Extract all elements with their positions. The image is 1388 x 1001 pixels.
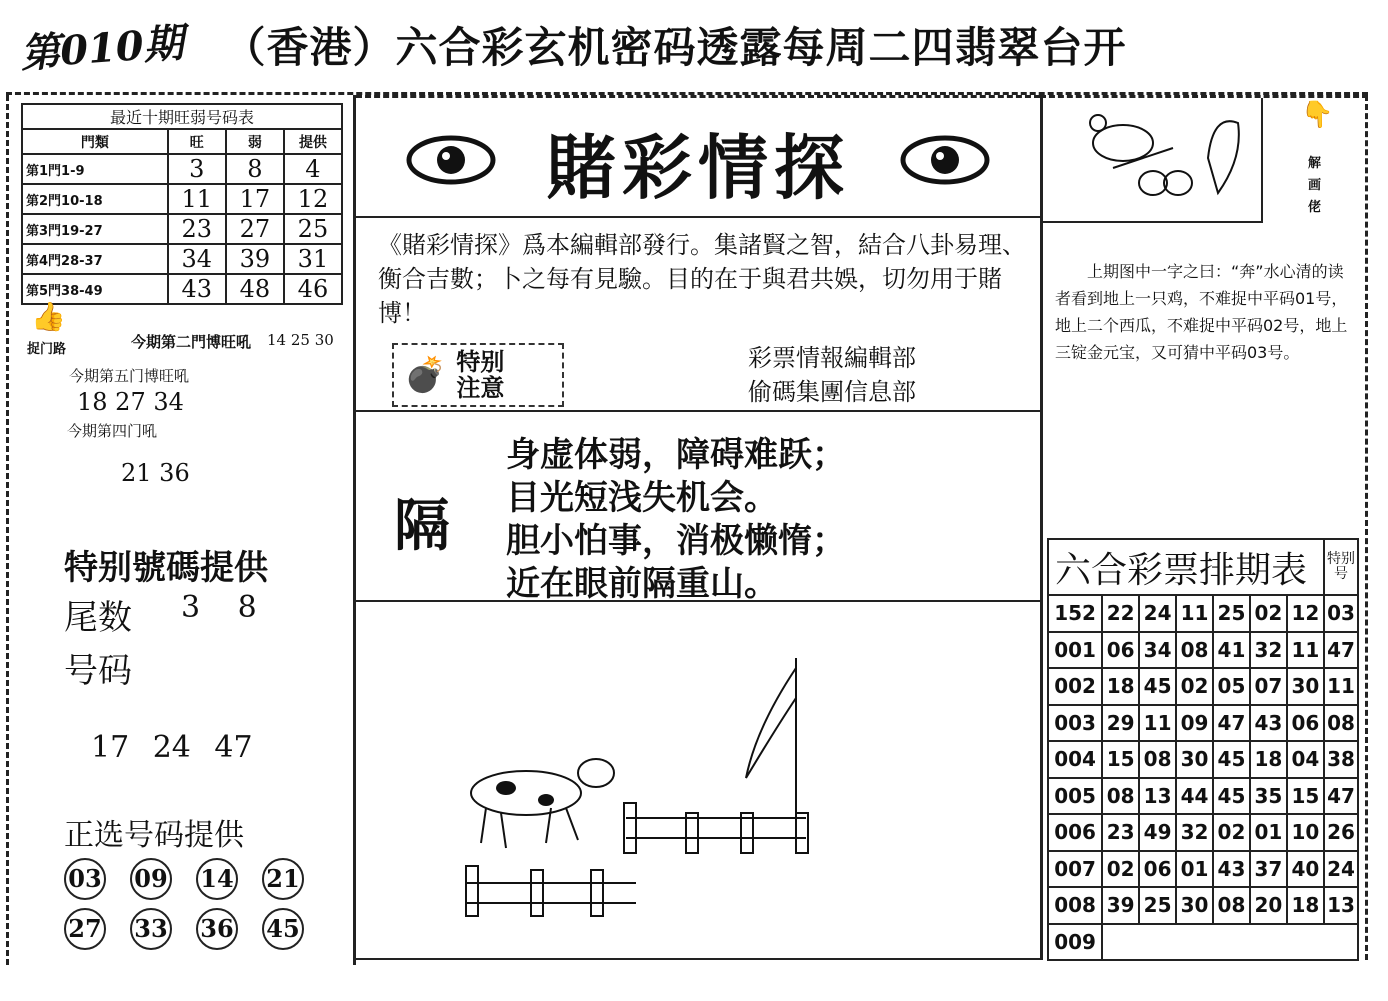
number-cell: 30 <box>1176 741 1213 778</box>
number-cell: 35 <box>1250 778 1287 815</box>
poem-line: 近在眼前隔重山。 <box>506 564 778 604</box>
row-label: 第2門10-18 <box>22 184 168 214</box>
table-row <box>22 184 342 214</box>
issue-cell: 003 <box>1048 705 1102 742</box>
riddle-label: 解画佬 <box>1308 156 1322 215</box>
issue-cell: 007 <box>1048 851 1102 888</box>
special-label: 特别号 <box>1324 539 1358 595</box>
number-cell: 11 <box>1324 668 1358 705</box>
picks-title: 正选号码提供 <box>64 818 244 853</box>
issue-cell: 152 <box>1048 595 1102 632</box>
number-cell: 03 <box>1324 595 1358 632</box>
table-row <box>1048 705 1358 742</box>
pick-number: 45 <box>262 908 304 950</box>
number-cell: 22 <box>1102 595 1139 632</box>
pick-number: 27 <box>64 908 106 950</box>
issue-cell: 006 <box>1048 814 1102 851</box>
number-cell: 11 <box>1287 632 1324 669</box>
number-cell: 02 <box>1213 814 1250 851</box>
number-cell: 32 <box>1176 814 1213 851</box>
table-cell: 48 <box>226 274 284 304</box>
table-row <box>22 274 342 304</box>
number-cell: 47 <box>1324 632 1358 669</box>
pick-number: 09 <box>130 858 172 900</box>
number-cell: 15 <box>1102 741 1139 778</box>
table-cell: 3 <box>168 154 226 184</box>
number-cell: 49 <box>1139 814 1176 851</box>
table-cell: 46 <box>284 274 342 304</box>
number-cell: 37 <box>1250 851 1287 888</box>
table-cell: 23 <box>168 214 226 244</box>
banner <box>356 108 1040 218</box>
tip-numbers: 18 27 34 <box>77 388 184 416</box>
tail-values: 3 8 <box>181 590 257 625</box>
number-cell: 08 <box>1324 705 1358 742</box>
number-cell: 47 <box>1213 705 1250 742</box>
number-cell: 32 <box>1250 632 1287 669</box>
number-cell: 41 <box>1213 632 1250 669</box>
number-cell: 07 <box>1250 668 1287 705</box>
issue-cell: 002 <box>1048 668 1102 705</box>
eye-icon <box>900 130 990 194</box>
pick-number: 03 <box>64 858 106 900</box>
thumbs-up-icon: 👍 <box>31 300 66 333</box>
number-cell: 08 <box>1213 887 1250 924</box>
tail-label: 尾数 <box>64 598 132 638</box>
table-cell: 39 <box>226 244 284 274</box>
number-cell: 05 <box>1213 668 1250 705</box>
table-row <box>1048 924 1358 961</box>
poem-line: 身虚体弱，障碍难跃； <box>506 435 846 475</box>
number-cell: 13 <box>1139 778 1176 815</box>
picks-list <box>64 857 364 957</box>
special-title: 特别號碼提供 <box>64 548 268 588</box>
issue-cell: 004 <box>1048 741 1102 778</box>
number-cell: 30 <box>1287 668 1324 705</box>
pick-number: 21 <box>262 858 304 900</box>
number-cell: 18 <box>1102 668 1139 705</box>
cow-fence-illustration <box>356 608 1040 958</box>
number-cell: 10 <box>1287 814 1324 851</box>
schedule-title: 六合彩票排期表 <box>1048 539 1324 595</box>
number-cell: 23 <box>1102 814 1139 851</box>
tips-icon-label: 捉门路 <box>27 342 67 357</box>
number-cell: 04 <box>1287 741 1324 778</box>
number-cell: 44 <box>1176 778 1213 815</box>
number-cell: 45 <box>1213 741 1250 778</box>
table-cell: 12 <box>284 184 342 214</box>
rooster-illustration <box>1043 98 1263 223</box>
issue-cell: 009 <box>1048 924 1102 961</box>
number-cell: 11 <box>1176 595 1213 632</box>
number-cell: 06 <box>1287 705 1324 742</box>
middle-column <box>356 95 1040 960</box>
left-column <box>6 95 356 965</box>
number-cell: 20 <box>1250 887 1287 924</box>
number-cell: 08 <box>1139 741 1176 778</box>
table-cell: 11 <box>168 184 226 214</box>
table-row <box>22 154 342 184</box>
code-values: 17 24 47 <box>91 730 253 765</box>
header <box>20 10 1360 80</box>
table-cell: 31 <box>284 244 342 274</box>
riddle-text: 上期图中一字之曰：“奔”水心清的读者看到地上一只鸡，不难捉中平码01号，地上二个西瓜，不难捉中平码02号，地上三锭金元宝，又可猜中平码03号。 <box>1055 262 1348 362</box>
number-cell: 45 <box>1213 778 1250 815</box>
number-cell: 43 <box>1213 851 1250 888</box>
number-cell: 18 <box>1250 741 1287 778</box>
poem-line: 胆小怕事，消极懒惰； <box>506 521 846 561</box>
banner-title: 賭彩情探 <box>546 125 850 209</box>
table-row <box>1048 778 1358 815</box>
table-row <box>1048 741 1358 778</box>
number-cell: 47 <box>1324 778 1358 815</box>
intro-text: 《賭彩情探》爲本編輯部發行。集諸賢之智，結合八卦易理、衡合吉數；卜之每有見驗。目的在于與君共娛，切勿用于賭博！ <box>378 231 1026 327</box>
table-cell: 25 <box>284 214 342 244</box>
number-cell: 06 <box>1139 851 1176 888</box>
pick-number: 33 <box>130 908 172 950</box>
number-cell: 18 <box>1287 887 1324 924</box>
department: 彩票情報編輯部 <box>748 344 916 372</box>
tip-line: 今期第四门吼 <box>67 422 158 440</box>
tip-line: 今期第五门博旺吼 <box>69 367 190 385</box>
tip-numbers: 14 25 30 <box>267 331 334 349</box>
number-cell: 38 <box>1324 741 1358 778</box>
tip-line: 今期第二門博旺吼 <box>131 333 252 351</box>
table-cell: 43 <box>168 274 226 304</box>
poem-line: 目光短浅失机会。 <box>506 478 778 518</box>
issue-cell: 005 <box>1048 778 1102 815</box>
table-row <box>22 214 342 244</box>
row-label: 第1門1-9 <box>22 154 168 184</box>
pointing-hand-icon: 👇 <box>1301 100 1334 130</box>
column-header: 門類 <box>22 129 168 154</box>
number-cell: 24 <box>1139 595 1176 632</box>
number-cell: 26 <box>1324 814 1358 851</box>
number-cell: 45 <box>1139 668 1176 705</box>
number-cell: 30 <box>1176 887 1213 924</box>
schedule-table <box>1047 538 1359 961</box>
number-cell: 01 <box>1176 851 1213 888</box>
table-row <box>1048 595 1358 632</box>
bomb-icon: 💣 <box>404 355 447 395</box>
page-title: （香港）六合彩玄机密码透露每周二四翡翠台开 <box>223 23 1127 72</box>
column-header: 旺 <box>168 129 226 154</box>
department: 偷碼集團信息部 <box>748 378 916 406</box>
number-cell: 11 <box>1139 705 1176 742</box>
number-cell: 02 <box>1176 668 1213 705</box>
table-cell: 4 <box>284 154 342 184</box>
row-label: 第4門28-37 <box>22 244 168 274</box>
issue-cell: 008 <box>1048 887 1102 924</box>
empty-cell <box>1102 924 1358 961</box>
number-cell: 25 <box>1139 887 1176 924</box>
table-cell: 27 <box>226 214 284 244</box>
issue-cell: 001 <box>1048 632 1102 669</box>
number-cell: 08 <box>1176 632 1213 669</box>
number-cell: 13 <box>1324 887 1358 924</box>
row-label: 第3門19-27 <box>22 214 168 244</box>
number-cell: 02 <box>1102 851 1139 888</box>
number-cell: 25 <box>1213 595 1250 632</box>
number-cell: 39 <box>1102 887 1139 924</box>
table-row <box>22 244 342 274</box>
pick-number: 36 <box>196 908 238 950</box>
table-row <box>1048 851 1358 888</box>
eye-icon <box>406 130 496 194</box>
table-row <box>1048 887 1358 924</box>
table-row <box>1048 632 1358 669</box>
issue-number: 第010期 <box>18 18 186 78</box>
number-cell: 12 <box>1287 595 1324 632</box>
poem-box <box>356 410 1040 602</box>
notice-box <box>392 343 564 407</box>
tip-numbers: 21 36 <box>121 459 190 487</box>
pick-number: 14 <box>196 858 238 900</box>
poem-key-char: 隔 <box>394 493 450 559</box>
row-label: 第5門38-49 <box>22 274 168 304</box>
table-cell: 34 <box>168 244 226 274</box>
table-cell: 17 <box>226 184 284 214</box>
column-header: 提供 <box>284 129 342 154</box>
table-row <box>1048 668 1358 705</box>
table-cell: 8 <box>226 154 284 184</box>
number-cell: 34 <box>1139 632 1176 669</box>
number-cell: 15 <box>1287 778 1324 815</box>
number-cell: 43 <box>1250 705 1287 742</box>
right-column <box>1040 95 1368 960</box>
table-row <box>1048 814 1358 851</box>
code-label: 号码 <box>64 651 132 691</box>
number-cell: 02 <box>1250 595 1287 632</box>
number-cell: 08 <box>1102 778 1139 815</box>
notice-label: 特别注意 <box>456 348 505 402</box>
number-cell: 01 <box>1250 814 1287 851</box>
number-cell: 29 <box>1102 705 1139 742</box>
number-cell: 40 <box>1287 851 1324 888</box>
number-cell: 24 <box>1324 851 1358 888</box>
column-header: 弱 <box>226 129 284 154</box>
recent-table-title: 最近十期旺弱号码表 <box>22 104 342 129</box>
number-cell: 09 <box>1176 705 1213 742</box>
number-cell: 06 <box>1102 632 1139 669</box>
recent-table <box>21 103 343 305</box>
